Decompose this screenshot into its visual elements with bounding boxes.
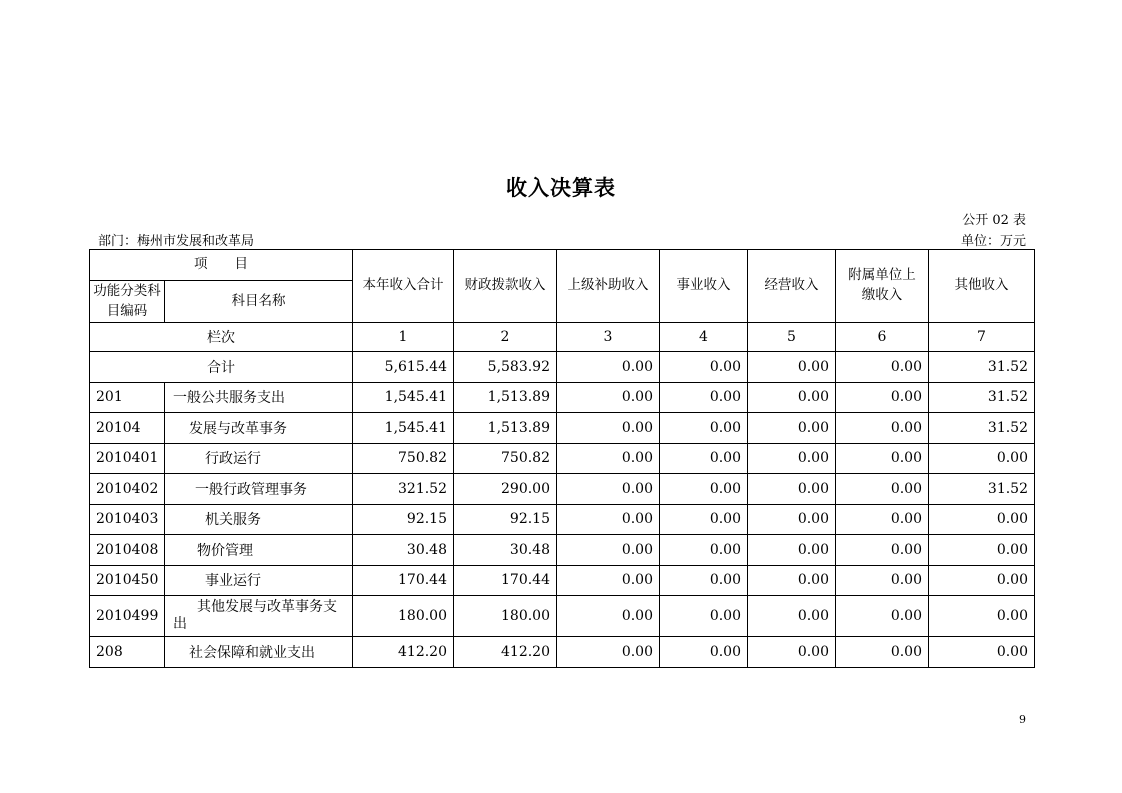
cell-value: 0.00 bbox=[836, 474, 929, 505]
cell-value: 1,513.89 bbox=[454, 382, 557, 413]
subject-name: 事业运行 bbox=[165, 565, 353, 596]
subject-name: 行政运行 bbox=[165, 443, 353, 474]
unit-label: 单位：万元 bbox=[960, 234, 1026, 249]
cell-value: 0.00 bbox=[660, 504, 748, 535]
cell-value: 0.00 bbox=[660, 637, 748, 668]
subject-code: 2010408 bbox=[90, 535, 165, 566]
subject-code: 2010403 bbox=[90, 504, 165, 535]
table-row bbox=[90, 596, 1035, 637]
total-value: 0.00 bbox=[660, 352, 748, 383]
cell-value: 0.00 bbox=[748, 443, 836, 474]
cell-value: 30.48 bbox=[454, 535, 557, 566]
cell-value: 0.00 bbox=[557, 535, 660, 566]
total-value: 31.52 bbox=[929, 352, 1035, 383]
cell-value: 412.20 bbox=[353, 637, 454, 668]
total-label: 合计 bbox=[90, 352, 353, 383]
col-header-superior: 上级补助收入 bbox=[557, 250, 660, 323]
col-header-affiliated: 附属单位上缴收入 bbox=[836, 250, 929, 323]
col-index: 1 bbox=[353, 323, 454, 352]
subject-name: 发展与改革事务 bbox=[165, 413, 353, 444]
cell-value: 0.00 bbox=[836, 565, 929, 596]
cell-value: 0.00 bbox=[557, 382, 660, 413]
cell-value: 0.00 bbox=[557, 504, 660, 535]
form-number: 公开 02 表 bbox=[962, 213, 1026, 228]
cell-value: 0.00 bbox=[557, 637, 660, 668]
cell-value: 0.00 bbox=[660, 443, 748, 474]
subject-name: 物价管理 bbox=[165, 535, 353, 566]
cell-value: 1,545.41 bbox=[353, 413, 454, 444]
col-index: 7 bbox=[929, 323, 1035, 352]
subject-name: 社会保障和就业支出 bbox=[165, 637, 353, 668]
cell-value: 321.52 bbox=[353, 474, 454, 505]
table-row bbox=[90, 413, 1035, 444]
cell-value: 0.00 bbox=[748, 474, 836, 505]
cell-value: 0.00 bbox=[929, 637, 1035, 668]
cell-value: 0.00 bbox=[836, 535, 929, 566]
total-value: 0.00 bbox=[836, 352, 929, 383]
cell-value: 0.00 bbox=[660, 474, 748, 505]
cell-value: 0.00 bbox=[748, 535, 836, 566]
cell-value: 0.00 bbox=[557, 596, 660, 637]
col-header-business: 事业收入 bbox=[660, 250, 748, 323]
cell-value: 92.15 bbox=[353, 504, 454, 535]
cell-value: 1,513.89 bbox=[454, 413, 557, 444]
col-index: 6 bbox=[836, 323, 929, 352]
cell-value: 0.00 bbox=[836, 637, 929, 668]
cell-value: 0.00 bbox=[748, 413, 836, 444]
cell-value: 0.00 bbox=[748, 382, 836, 413]
cell-value: 0.00 bbox=[660, 565, 748, 596]
subject-code: 2010450 bbox=[90, 565, 165, 596]
cell-value: 92.15 bbox=[454, 504, 557, 535]
cell-value: 180.00 bbox=[454, 596, 557, 637]
cell-value: 0.00 bbox=[557, 413, 660, 444]
department-label: 部门：梅州市发展和改革局 bbox=[98, 234, 255, 249]
cell-value: 0.00 bbox=[660, 382, 748, 413]
income-statement-table bbox=[89, 249, 1035, 668]
subject-code: 201 bbox=[90, 382, 165, 413]
cell-value: 0.00 bbox=[929, 535, 1035, 566]
subject-code: 20104 bbox=[90, 413, 165, 444]
cell-value: 0.00 bbox=[748, 504, 836, 535]
cell-value: 170.44 bbox=[454, 565, 557, 596]
cell-value: 0.00 bbox=[836, 443, 929, 474]
col-header-fiscal: 财政拨款收入 bbox=[454, 250, 557, 323]
cell-value: 0.00 bbox=[836, 596, 929, 637]
cell-value: 1,545.41 bbox=[353, 382, 454, 413]
cell-value: 0.00 bbox=[929, 443, 1035, 474]
cell-value: 0.00 bbox=[748, 637, 836, 668]
cell-value: 30.48 bbox=[353, 535, 454, 566]
col-index: 2 bbox=[454, 323, 557, 352]
page-number: 9 bbox=[1019, 713, 1026, 726]
subject-code: 2010499 bbox=[90, 596, 165, 637]
col-index: 5 bbox=[748, 323, 836, 352]
cell-value: 31.52 bbox=[929, 413, 1035, 444]
col-index: 4 bbox=[660, 323, 748, 352]
cell-value: 0.00 bbox=[660, 535, 748, 566]
cell-value: 170.44 bbox=[353, 565, 454, 596]
total-row bbox=[90, 352, 1035, 383]
subject-code: 2010402 bbox=[90, 474, 165, 505]
col-index-label: 栏次 bbox=[90, 323, 353, 352]
col-header-other: 其他收入 bbox=[929, 250, 1035, 323]
col-header-operating: 经营收入 bbox=[748, 250, 836, 323]
cell-value: 0.00 bbox=[660, 596, 748, 637]
project-header: 项 目 bbox=[90, 250, 353, 281]
cell-value: 0.00 bbox=[836, 504, 929, 535]
cell-value: 0.00 bbox=[836, 382, 929, 413]
table-row bbox=[90, 565, 1035, 596]
cell-value: 0.00 bbox=[929, 596, 1035, 637]
table-row bbox=[90, 637, 1035, 668]
subject-name-header: 科目名称 bbox=[165, 281, 353, 323]
total-value: 0.00 bbox=[748, 352, 836, 383]
cell-value: 0.00 bbox=[660, 413, 748, 444]
header-row bbox=[90, 250, 1035, 281]
cell-value: 0.00 bbox=[836, 413, 929, 444]
total-value: 5,583.92 bbox=[454, 352, 557, 383]
total-value: 5,615.44 bbox=[353, 352, 454, 383]
subject-name: 其他发展与改革事务支出 bbox=[165, 596, 353, 637]
table-row bbox=[90, 443, 1035, 474]
col-index: 3 bbox=[557, 323, 660, 352]
column-index-row bbox=[90, 323, 1035, 352]
subject-name: 机关服务 bbox=[165, 504, 353, 535]
cell-value: 412.20 bbox=[454, 637, 557, 668]
func-code-header: 功能分类科目编码 bbox=[90, 281, 165, 323]
subject-name: 一般行政管理事务 bbox=[165, 474, 353, 505]
subject-code: 2010401 bbox=[90, 443, 165, 474]
cell-value: 180.00 bbox=[353, 596, 454, 637]
subject-code: 208 bbox=[90, 637, 165, 668]
cell-value: 0.00 bbox=[557, 443, 660, 474]
subject-name: 一般公共服务支出 bbox=[165, 382, 353, 413]
cell-value: 0.00 bbox=[748, 565, 836, 596]
cell-value: 750.82 bbox=[353, 443, 454, 474]
col-header-total: 本年收入合计 bbox=[353, 250, 454, 323]
document-title: 收入决算表 bbox=[506, 175, 616, 200]
cell-value: 0.00 bbox=[929, 504, 1035, 535]
table-row bbox=[90, 382, 1035, 413]
cell-value: 0.00 bbox=[929, 565, 1035, 596]
cell-value: 0.00 bbox=[748, 596, 836, 637]
cell-value: 290.00 bbox=[454, 474, 557, 505]
cell-value: 750.82 bbox=[454, 443, 557, 474]
cell-value: 31.52 bbox=[929, 382, 1035, 413]
table-row bbox=[90, 535, 1035, 566]
cell-value: 31.52 bbox=[929, 474, 1035, 505]
cell-value: 0.00 bbox=[557, 474, 660, 505]
table-row bbox=[90, 474, 1035, 505]
total-value: 0.00 bbox=[557, 352, 660, 383]
table-row bbox=[90, 504, 1035, 535]
cell-value: 0.00 bbox=[557, 565, 660, 596]
